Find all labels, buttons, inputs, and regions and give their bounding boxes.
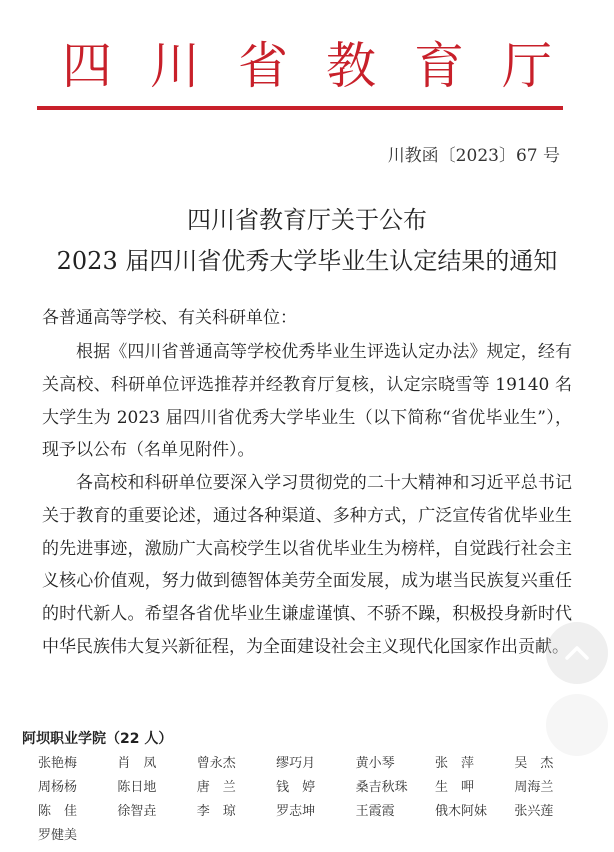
notice-title-line-1: 四川省教育厅关于公布 [187,206,427,234]
name-item: 唐 兰 [196,780,236,795]
name-item: 钱 婷 [276,780,316,795]
salutation: 各普通高等学校、有关科研单位： [42,308,297,328]
section-title-aba-vocational-college: 阿坝职业学院（22 人） [22,731,173,747]
name-item: 罗健美 [38,828,78,843]
letterhead-red-rule [37,106,563,110]
names-grid [38,752,594,848]
name-item: 李 琼 [196,804,236,819]
name-item: 周海兰 [514,780,554,795]
name-item: 张 萍 [434,756,474,771]
name-item: 罗志坤 [276,804,316,819]
notice-title-line-2: 2023 届四川省优秀大学毕业生认定结果的通知 [56,247,558,275]
letterhead-title: 四川省教育厅 [62,37,590,95]
name-item: 吴 杰 [514,756,554,771]
name-item: 周杨杨 [38,780,78,795]
name-item: 黄小琴 [355,756,395,771]
chevron-up-icon [564,645,590,661]
body-paragraph-1: 根据《四川省普通高等学校优秀毕业生评选认定办法》规定，经有关高校、科研单位评选推荐并经教育厅复核，认定宗晓雪等 19140 名大学生为 2023 届四川省优秀大学毕业生（以下简称“省优毕业生”），现予以公布（名单见附件）。 [42,342,572,461]
name-item: 俄木阿妹 [434,804,487,819]
name-item: 王霞霞 [355,804,395,819]
name-item: 生 呷 [434,780,474,795]
name-item: 缪巧月 [276,756,316,771]
document-number: 川教函〔2023〕67 号 [387,146,560,166]
name-item: 曾永杰 [196,756,236,771]
name-item: 张艳梅 [38,756,78,771]
body-paragraph-2: 各高校和科研单位要深入学习贯彻党的二十大精神和习近平总书记关于教育的重要论述，通过各种渠道、多种方式，广泛宣传省优毕业生的先进事迹，激励广大高校学生以省优毕业生为榜样，自觉践行社会主义核心价值观，努力做到德智体美劳全面发展，成为堪当民族复兴重任的时代新人。希望各省优毕业生谦虚谨慎、不骄不躁，积极投身新时代中华民族伟大复兴新征程，为全面建设社会主义现代化国家作出贡献。 [42,473,572,657]
floating-action-button[interactable] [546,694,608,756]
name-item: 徐智垚 [117,804,157,819]
name-item: 陈 佳 [38,804,78,819]
name-item: 张兴莲 [514,804,554,819]
name-item: 桑吉秋珠 [355,780,408,795]
scroll-to-top-button[interactable] [546,622,608,684]
name-item: 肖 凤 [117,756,157,771]
name-item: 陈日地 [117,780,157,795]
